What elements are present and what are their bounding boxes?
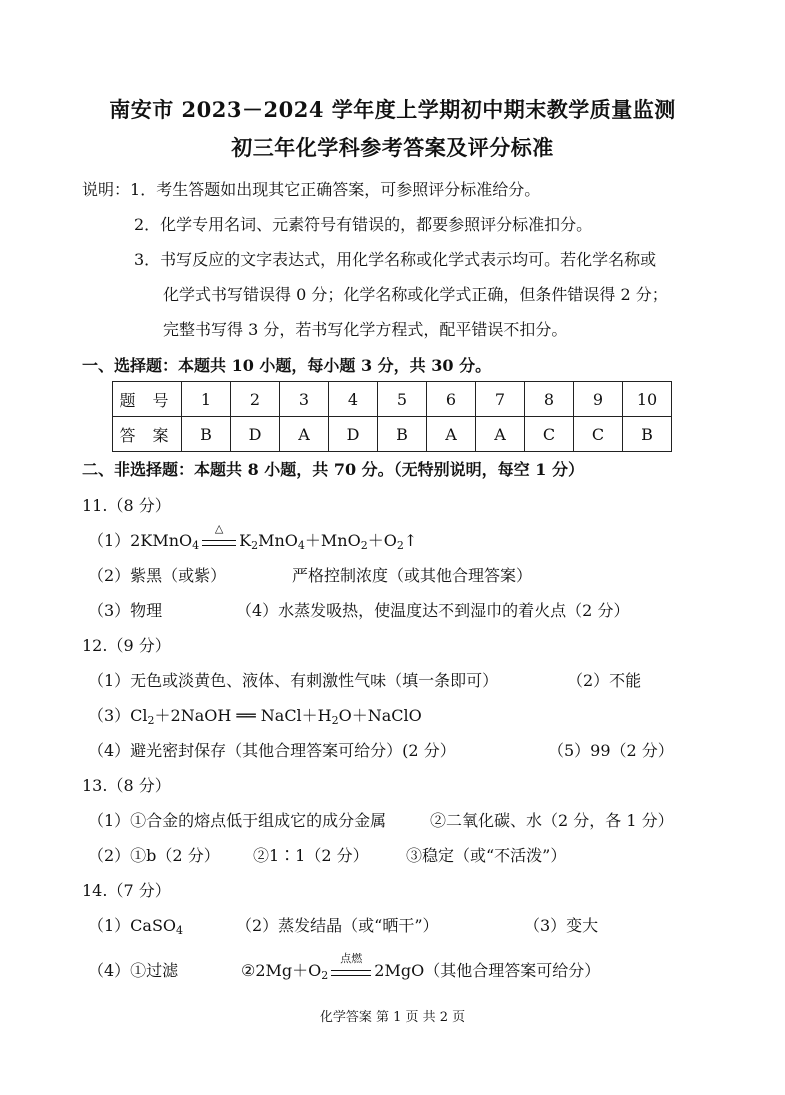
table-cell: A xyxy=(280,417,329,452)
q11-formula-part: （1）2KMnO xyxy=(88,531,193,550)
note-1: 1．考生答题如出现其它正确答案，可参照评分标准给分。 xyxy=(130,180,541,199)
table-cell: B xyxy=(182,417,231,452)
reaction-condition xyxy=(330,951,372,982)
q11-line-1 xyxy=(88,521,418,552)
table-cell: B xyxy=(378,417,427,452)
notes-prefix: 说明： xyxy=(82,180,131,199)
q14-line-1b: （2）蒸发结晶（或“晒干”） xyxy=(236,916,439,935)
q14-line-2b xyxy=(241,951,601,982)
q12-line-3a: （4）避光密封保存（其他合理答案可给分）(2 分） xyxy=(88,741,456,760)
q11-line-2b: 严格控制浓度（或其他合理答案） xyxy=(292,566,533,585)
q13-line-2a: （2）①b（2 分） xyxy=(88,846,220,865)
q13-line-2b: ②1∶1（2 分） xyxy=(253,846,369,865)
table-label-number: 题 号 xyxy=(113,382,182,417)
q11-formula-part: ＋O xyxy=(367,531,397,550)
q11-formula-part: ＋MnO xyxy=(304,531,361,550)
answer-table xyxy=(112,381,672,452)
q14-line-1a xyxy=(88,916,183,936)
q11-formula-part: K xyxy=(239,531,252,550)
q12-formula-part: （3）Cl xyxy=(88,706,148,725)
q13-line-1b: ②二氧化碳、水（2 分，各 1 分） xyxy=(430,811,674,830)
table-cell: 5 xyxy=(378,382,427,417)
note-3b: 化学式书写错误得 0 分；化学名称或化学式正确，但条件错误得 2 分； xyxy=(163,285,668,304)
notes-1 xyxy=(82,180,540,200)
q12-formula-part: ＋2NaOH ══ NaCl＋H xyxy=(154,706,332,725)
table-cell: 4 xyxy=(329,382,378,417)
table-cell: 7 xyxy=(476,382,525,417)
table-label-answer: 答 案 xyxy=(113,417,182,452)
reaction-condition xyxy=(201,521,237,552)
note-3a: 3．书写反应的文字表达式，用化学名称或化学式表示均可。若化学名称或 xyxy=(134,250,657,269)
q11-subscript: 4 xyxy=(192,539,200,552)
q11-subscript: 2 xyxy=(251,539,259,552)
q11-subscript: 2 xyxy=(360,539,368,552)
q12-line-1a: （1）无色或淡黄色、液体、有刺激性气味（填一条即可） xyxy=(88,671,499,690)
table-cell: 2 xyxy=(231,382,280,417)
q14-subscript: 4 xyxy=(176,924,184,937)
table-cell: C xyxy=(574,417,623,452)
gas-arrow-icon: ↑ xyxy=(403,531,418,550)
section-2-heading: 二、非选择题：本题共 8 小题，共 70 分。（无特别说明，每空 1 分） xyxy=(82,460,584,479)
table-cell: 6 xyxy=(427,382,476,417)
q11-heading: 11.（8 分） xyxy=(82,496,171,515)
q12-heading: 12.（9 分） xyxy=(82,636,171,655)
q11-subscript: 2 xyxy=(396,539,404,552)
q14-formula-part: ②2Mg＋O xyxy=(241,961,322,980)
q13-line-1a: （1）①合金的熔点低于组成它的成分金属 xyxy=(88,811,387,830)
heat-symbol: △ xyxy=(214,521,224,535)
page-footer: 化学答案 第 1 页 共 2 页 xyxy=(319,1010,466,1025)
table-cell: D xyxy=(231,417,280,452)
note-3c: 完整书写得 3 分，若书写化学方程式，配平错误不扣分。 xyxy=(163,320,568,339)
table-cell: 3 xyxy=(280,382,329,417)
table-cell: C xyxy=(525,417,574,452)
q14-line-1c: （3）变大 xyxy=(524,916,599,935)
ignition-label: 点燃 xyxy=(340,951,363,965)
q11-line-3a: （3）物理 xyxy=(88,601,163,620)
title-line-1: 南安市 2023－2024 学年度上学期初中期末教学质量监测 xyxy=(109,97,676,122)
title-line-2: 初三年化学科参考答案及评分标准 xyxy=(231,135,554,160)
q11-line-3b: （4）水蒸发吸热，使温度达不到湿巾的着火点（2 分） xyxy=(236,601,630,620)
table-cell: 10 xyxy=(623,382,672,417)
equals-sign xyxy=(202,540,236,546)
q12-line-1b: （2）不能 xyxy=(567,671,642,690)
table-cell: 9 xyxy=(574,382,623,417)
q14-subscript: 2 xyxy=(321,969,329,982)
q14-formula-part: （1）CaSO xyxy=(88,916,177,935)
table-cell: A xyxy=(476,417,525,452)
q12-formula-part: O＋NaClO xyxy=(338,706,422,725)
q13-heading: 13.（8 分） xyxy=(82,776,171,795)
q12-subscript: 2 xyxy=(147,714,155,727)
note-2: 2．化学专用名词、元素符号有错误的，都要参照评分标准扣分。 xyxy=(134,215,593,234)
table-cell: 1 xyxy=(182,382,231,417)
table-cell: D xyxy=(329,417,378,452)
q14-line-2a: （4）①过滤 xyxy=(88,961,179,980)
q12-subscript: 2 xyxy=(331,714,339,727)
q14-heading: 14.（7 分） xyxy=(82,881,171,900)
q13-line-2c: ③稳定（或“不活泼”） xyxy=(406,846,567,865)
table-row-numbers xyxy=(113,382,672,417)
q12-line-3b: （5）99（2 分） xyxy=(548,741,674,760)
equals-sign xyxy=(331,970,371,976)
section-1-heading: 一、选择题：本题共 10 小题，每小题 3 分，共 30 分。 xyxy=(82,356,492,375)
q12-line-2 xyxy=(88,706,422,726)
q11-line-2a: （2）紫黑（或紫） xyxy=(88,566,227,585)
table-cell: 8 xyxy=(525,382,574,417)
table-cell: B xyxy=(623,417,672,452)
q11-subscript: 4 xyxy=(297,539,305,552)
q11-formula-part: MnO xyxy=(258,531,298,550)
q14-formula-part: 2MgO（其他合理答案可给分） xyxy=(374,961,601,980)
table-cell: A xyxy=(427,417,476,452)
table-row-answers xyxy=(113,417,672,452)
